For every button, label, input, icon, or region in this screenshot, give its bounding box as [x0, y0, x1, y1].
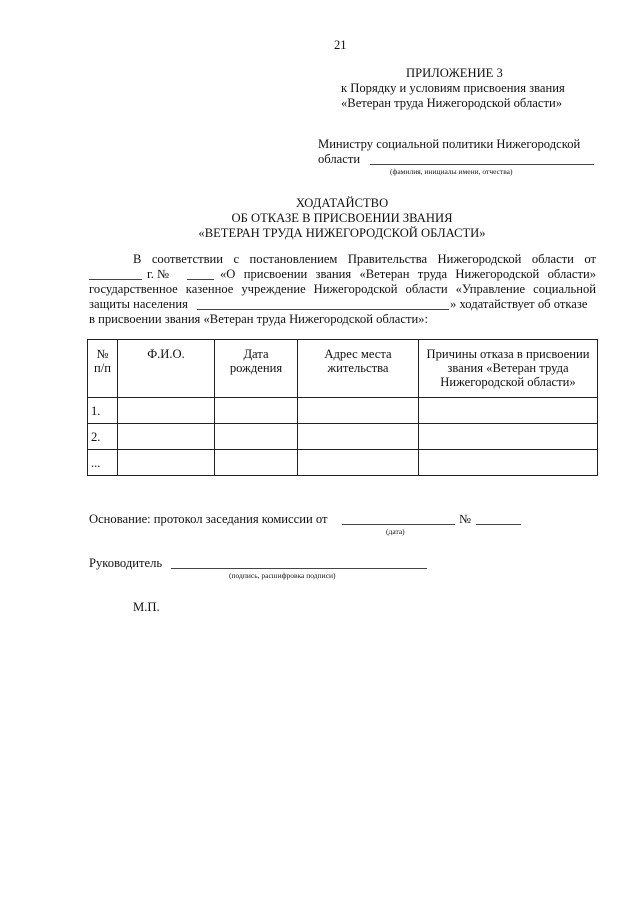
institution-name-line[interactable] — [197, 309, 449, 310]
table-row — [88, 398, 598, 424]
col-fio-header: Ф.И.О. — [118, 340, 215, 398]
body-line-2a: г. № — [147, 267, 170, 281]
protocol-date-line[interactable] — [342, 524, 455, 525]
cell-address[interactable] — [298, 424, 419, 450]
refusal-table — [87, 339, 598, 476]
addressee-label: области — [318, 152, 361, 166]
addressee-hint: (фамилия, инициалы имени, отчества) — [390, 167, 513, 176]
protocol-number-line[interactable] — [476, 524, 521, 525]
col-reason-header: Причины отказа в присвоении звания «Ветеран труда Нижегородской области» — [419, 340, 598, 398]
table-row — [88, 424, 598, 450]
body-line-5: в присвоении звания «Ветеран труда Нижегородской области»: — [89, 312, 428, 326]
appendix-title: ПРИЛОЖЕНИЕ 3 — [406, 66, 503, 80]
cell-fio[interactable] — [118, 450, 215, 476]
cell-reason[interactable] — [419, 398, 598, 424]
cell-birthdate[interactable] — [215, 398, 298, 424]
col-number-header: № п/п — [88, 340, 118, 398]
basis-date-hint: (дата) — [386, 527, 405, 536]
body-line-3: государственное казенное учреждение Нижегородской области «Управление социальной — [89, 282, 596, 296]
cell-reason[interactable] — [419, 424, 598, 450]
cell-fio[interactable] — [118, 398, 215, 424]
cell-fio[interactable] — [118, 424, 215, 450]
decree-number-line[interactable] — [187, 279, 214, 280]
basis-number-sign: № — [459, 512, 472, 526]
basis-label: Основание: протокол заседания комиссии от — [89, 512, 328, 526]
row-number: ... — [88, 450, 118, 476]
cell-birthdate[interactable] — [215, 424, 298, 450]
body-line-1: В соответствии с постановлением Правительства Нижегородской области от — [133, 252, 596, 266]
cell-birthdate[interactable] — [215, 450, 298, 476]
head-label: Руководитель — [89, 556, 163, 570]
col-address-header: Адрес места жительства — [298, 340, 419, 398]
row-number: 1. — [88, 398, 118, 424]
body-line-4b: » ходатайствует об отказе — [450, 297, 588, 311]
cell-reason[interactable] — [419, 450, 598, 476]
head-signature-hint: (подпись, расшифровка подписи) — [229, 571, 336, 580]
table-row — [88, 450, 598, 476]
table-header-row — [88, 340, 598, 398]
cell-address[interactable] — [298, 398, 419, 424]
appendix-line-2: «Ветеран труда Нижегородской области» — [341, 96, 562, 110]
cell-address[interactable] — [298, 450, 419, 476]
appendix-line-1: к Порядку и условиям присвоения звания — [341, 81, 565, 95]
head-signature-line[interactable] — [171, 568, 427, 569]
addressee-line-1: Министру социальной политики Нижегородской — [318, 137, 581, 151]
heading-line-2: ОБ ОТКАЗЕ В ПРИСВОЕНИИ ЗВАНИЯ — [231, 211, 453, 225]
addressee-name-line[interactable] — [370, 164, 594, 165]
body-line-4a: защиты населения — [89, 297, 188, 311]
col-birthdate-header: Дата рождения — [215, 340, 298, 398]
row-number: 2. — [88, 424, 118, 450]
heading-line-1: ХОДАТАЙСТВО — [295, 196, 389, 210]
heading-line-3: «ВЕТЕРАН ТРУДА НИЖЕГОРОДСКОЙ ОБЛАСТИ» — [198, 226, 486, 240]
body-line-2b: «О присвоении звания «Ветеран труда Нижегородской области» — [220, 267, 596, 281]
seal-mark: М.П. — [133, 600, 160, 614]
decree-date-line[interactable] — [89, 279, 142, 280]
page-number: 21 — [334, 38, 347, 52]
